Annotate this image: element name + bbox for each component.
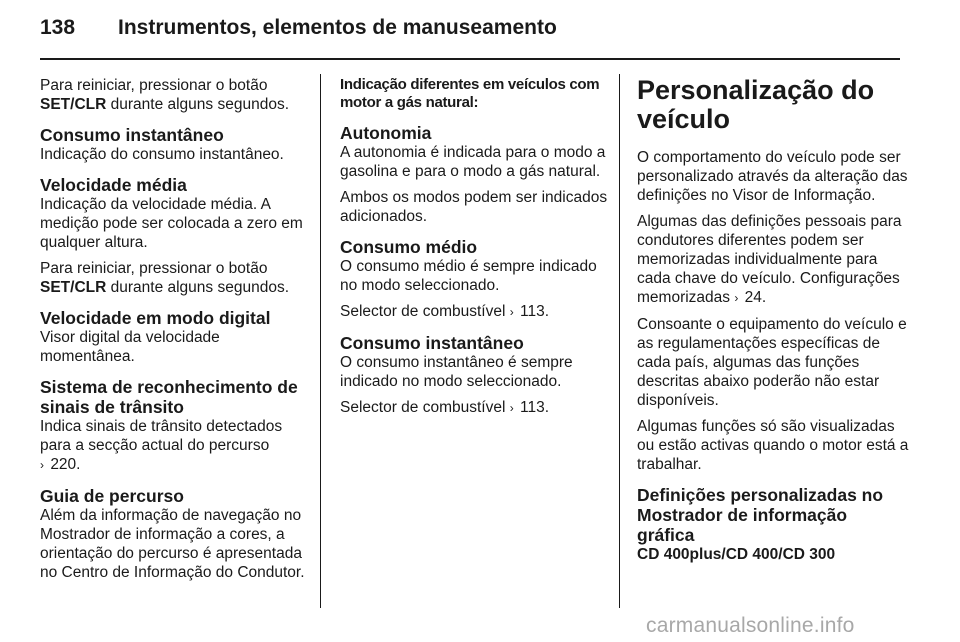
paragraph-velocidade-media: Indicação da velocidade média. A medição pode ser colocada a zero em qualquer altura. [40, 196, 303, 251]
paragraph-personalizacao-1: O comportamento do veículo pode ser personalizado através da alteração das definições no Visor de Informação. [637, 149, 908, 204]
paragraph-consumo-medio: O consumo médio é sempre indicado no modo seleccionado. [340, 258, 597, 294]
column-1 [40, 76, 310, 589]
heading-autonomia: Autonomia [340, 123, 432, 143]
paragraph-guia-percurso: Além da informação de navegação no Mostrador de informação a cores, a orientação do percurso é apresentada no Centro de Informação do Condutor. [40, 507, 305, 581]
page-number: 138 [40, 16, 76, 39]
set-clr-keyword: SET/CLR [40, 96, 107, 113]
reset-paragraph-2: Para reiniciar, pressionar o botão SET/CLR durante alguns segundos. [40, 260, 290, 296]
heading-consumo-instantaneo-2: Consumo instantâneo [340, 333, 524, 353]
page-section-title: Instrumentos, elementos de manuseamento [118, 16, 557, 39]
page-reference-icon: › [734, 291, 739, 305]
page-header [40, 16, 920, 60]
section-title-personalizacao: Personalização do veículo [637, 75, 875, 134]
page-reference-icon: › [509, 305, 514, 319]
paragraph-personalizacao-4: Algumas funções só são visualizadas ou estão activas quando o motor está a trabalhar. [637, 418, 909, 473]
paragraph-selector-1: Selector de combustível › 113. [340, 303, 550, 320]
paragraph-consumo-instantaneo-2: O consumo instantâneo é sempre indicado no modo seleccionado. [340, 354, 573, 390]
watermark: carmanualsonline.info [646, 614, 855, 637]
page-reference-link[interactable]: 220. [50, 456, 81, 473]
paragraph-sinais-transito: Indica sinais de trânsito detectados para a secção actual do percurso › 220. [40, 418, 283, 473]
set-clr-keyword: SET/CLR [40, 279, 107, 296]
column-divider-2 [619, 74, 620, 608]
page-reference-link[interactable]: 113. [520, 399, 550, 416]
page-reference-link[interactable]: 113. [520, 303, 550, 320]
column-3 [637, 76, 909, 564]
header-rule [40, 58, 900, 60]
page-reference-icon: › [40, 458, 44, 472]
paragraph-velocidade-digital: Visor digital da velocidade momentânea. [40, 329, 220, 365]
heading-guia-percurso: Guia de percurso [40, 486, 184, 506]
heading-definicoes-personalizadas: Definições personalizadas no Mostrador de informação gráfica [637, 485, 884, 545]
subheading-models: CD 400plus/CD 400/CD 300 [637, 546, 836, 563]
paragraph-consumo-instantaneo: Indicação do consumo instantâneo. [40, 146, 284, 163]
paragraph-personalizacao-3: Consoante o equipamento do veículo e as regulamentações específicas de cada país, algumas das funções descritas abaixo poderão não estar disponíveis. [637, 316, 907, 409]
paragraph-personalizacao-2: Algumas das definições pessoais para condutores diferentes podem ser memorizadas individualmente para cada chave do veículo. Configurações memorizadas › 24. [637, 213, 902, 306]
reset-paragraph-1: Para reiniciar, pressionar o botão SET/CLR durante alguns segundos. [40, 77, 290, 113]
column-divider-1 [320, 74, 321, 608]
intro-gas-natural: Indicação diferentes em veículos com motor a gás natural: [340, 76, 600, 111]
column-2 [340, 76, 610, 425]
paragraph-autonomia-1: A autonomia é indicada para o modo a gasolina e para o modo a gás natural. [340, 144, 606, 180]
page-reference-link[interactable]: 24. [744, 289, 767, 306]
paragraph-selector-2: Selector de combustível › 113. [340, 399, 550, 416]
page-reference-icon: › [509, 401, 514, 415]
heading-velocidade-media: Velocidade média [40, 175, 187, 195]
heading-consumo-medio: Consumo médio [340, 237, 478, 257]
heading-consumo-instantaneo: Consumo instantâneo [40, 125, 224, 145]
paragraph-autonomia-2: Ambos os modos podem ser indicados adicionados. [340, 189, 608, 225]
heading-sinais-transito: Sistema de reconhecimento de sinais de trânsito [40, 377, 298, 417]
heading-velocidade-digital: Velocidade em modo digital [40, 308, 271, 328]
